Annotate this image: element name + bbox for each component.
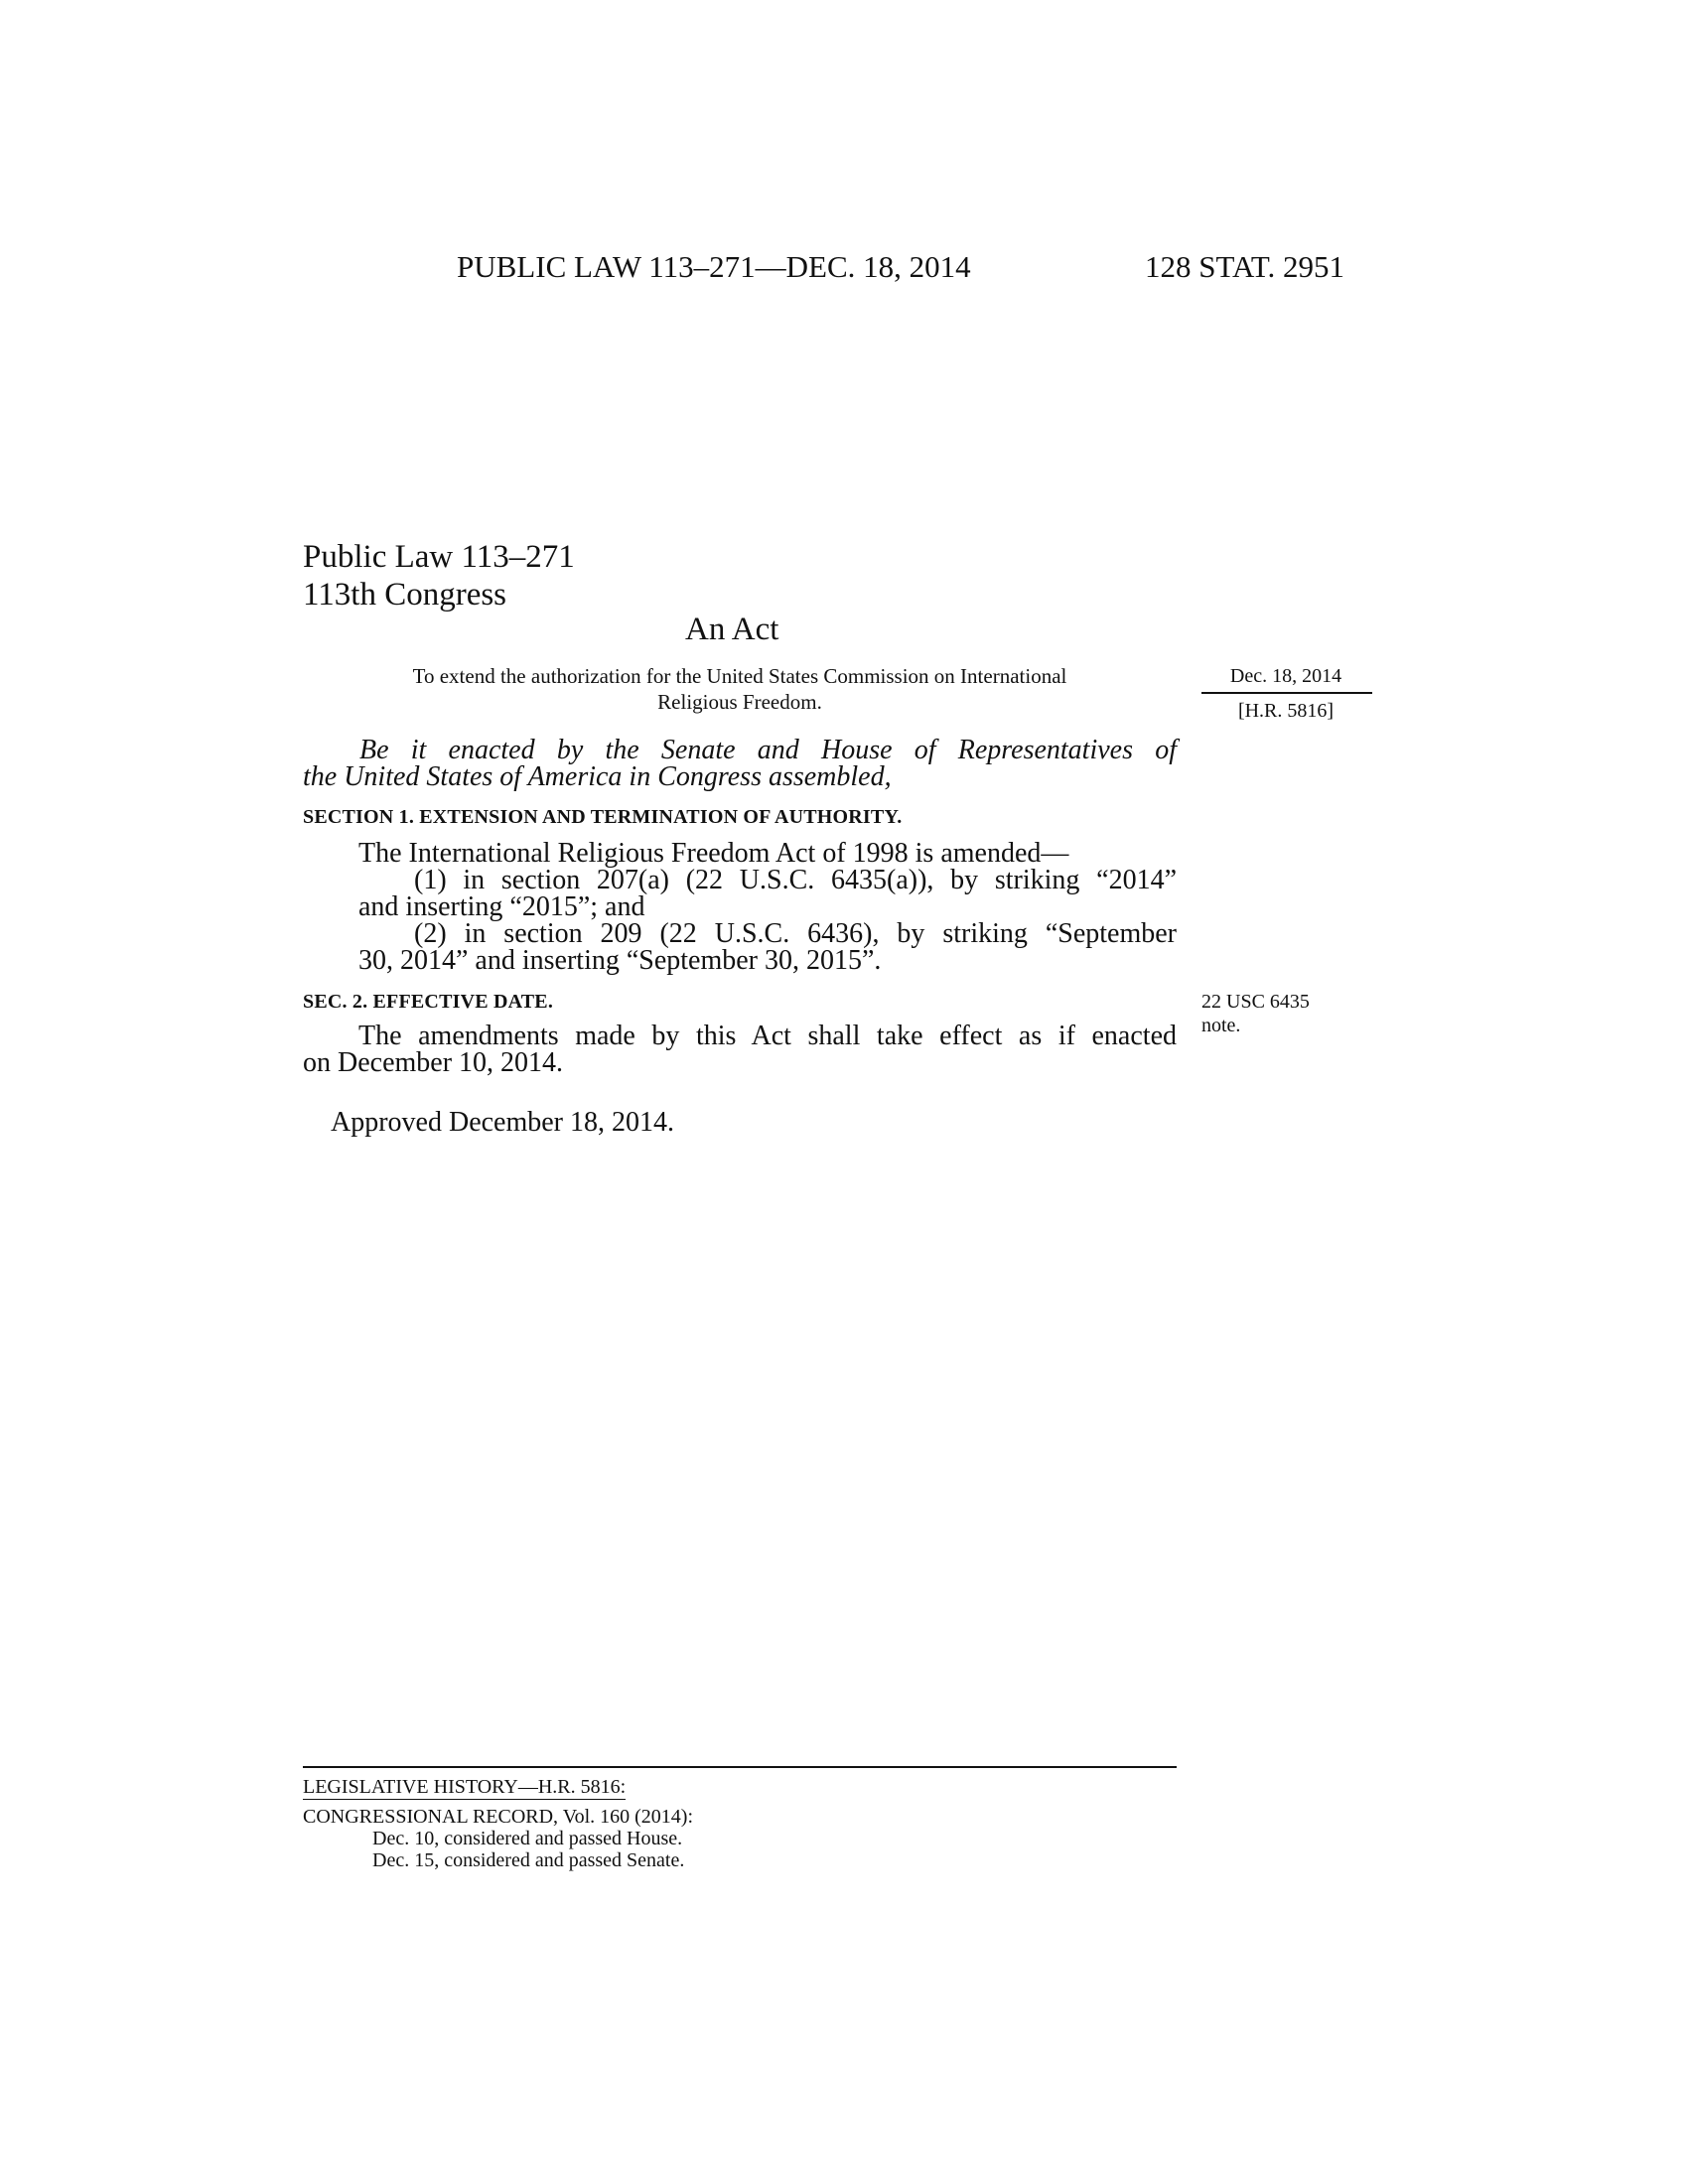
legislative-history-heading-text: LEGISLATIVE HISTORY—H.R. 5816: <box>303 1776 627 1798</box>
section-1-item-2-line-1: (2) in section 209 (22 U.S.C. 6436), by striking “September <box>414 918 1177 949</box>
section-1-body <box>303 840 1177 974</box>
running-header-left: PUBLIC LAW 113–271—DEC. 18, 2014 <box>457 249 971 284</box>
margin-usc-citation <box>1201 990 1310 1037</box>
usc-citation-line-1: 22 USC 6435 <box>1201 991 1310 1013</box>
public-law-number: Public Law 113–271 <box>303 539 575 575</box>
history-entry-senate: Dec. 15, considered and passed Senate. <box>372 1849 685 1871</box>
legislative-history <box>303 1776 693 1871</box>
public-law-title <box>303 538 575 614</box>
congress-number: 113th Congress <box>303 577 507 613</box>
enacting-line-2: the United States of America in Congress assembled, <box>303 761 892 792</box>
legislative-history-rule <box>303 1766 1177 1768</box>
page-stat-number: 128 STAT. 2951 <box>1145 249 1345 284</box>
approval-date: Approved December 18, 2014. <box>331 1107 675 1138</box>
congressional-record-line: CONGRESSIONAL RECORD, Vol. 160 (2014): <box>303 1806 693 1828</box>
legislative-history-heading <box>303 1776 626 1800</box>
section-1-item-1-line-2: and inserting “2015”; and <box>358 891 645 922</box>
margin-bill-number: [H.R. 5816] <box>1237 700 1335 722</box>
act-heading: An Act <box>685 612 779 647</box>
usc-citation-line-2: note. <box>1201 1015 1241 1036</box>
section-1-heading: SECTION 1. EXTENSION AND TERMINATION OF AUTHORITY. <box>303 806 903 828</box>
purpose-line-1: To extend the authorization for the United States Commission on International <box>412 664 1067 688</box>
margin-divider <box>1201 692 1372 694</box>
section-1-item-1-line-1: (1) in section 207(a) (22 U.S.C. 6435(a)), by striking “2014” <box>414 865 1177 895</box>
section-2-body <box>303 1023 1177 1076</box>
section-2-heading: SEC. 2. EFFECTIVE DATE. <box>303 991 554 1013</box>
section-2-line-2: on December 10, 2014. <box>303 1047 564 1078</box>
section-1-intro: The International Religious Freedom Act of 1998 is amended— <box>358 838 1069 869</box>
purpose-line-2: Religious Freedom. <box>657 690 822 714</box>
margin-enactment-date: Dec. 18, 2014 <box>1229 665 1342 687</box>
section-2-line-1: The amendments made by this Act shall take effect as if enacted <box>358 1021 1177 1051</box>
act-purpose <box>328 663 1152 715</box>
enacting-line-1: Be it enacted by the Senate and House of Representatives of <box>359 735 1177 765</box>
history-entry-house: Dec. 10, considered and passed House. <box>372 1828 683 1849</box>
section-1-item-2-line-2: 30, 2014” and inserting “September 30, 2015”. <box>358 945 882 976</box>
enacting-clause <box>303 737 1177 790</box>
